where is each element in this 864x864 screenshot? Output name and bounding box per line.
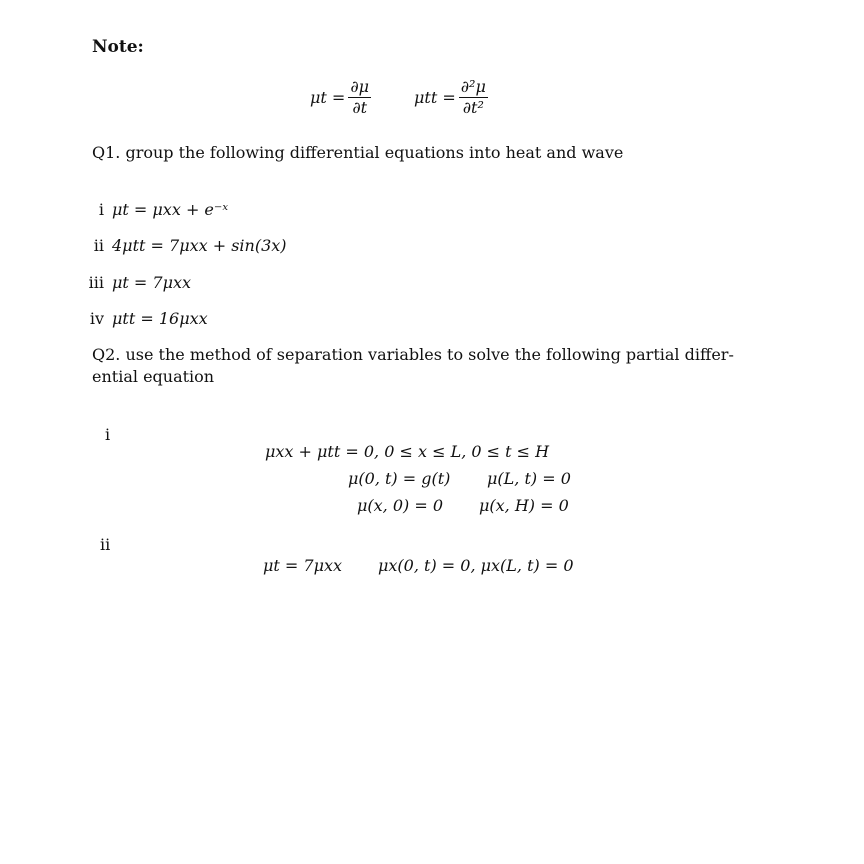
mu-tt-fraction	[459, 78, 488, 116]
q1-prompt: Q1. group the following differential equations into heat and wave	[92, 143, 624, 162]
q2-part-ii-equation: μt = 7μxx	[263, 556, 343, 575]
note-heading: Note:	[92, 37, 144, 57]
q1-item-equation: 4μtt = 7μxx + sin(3x)	[112, 236, 287, 255]
q1-item-equation: μt = μxx + e⁻ˣ	[112, 200, 229, 219]
q2-part-i-initial-top: μ(x, H) = 0	[479, 496, 569, 515]
q2-part-i-initial-bottom: μ(x, 0) = 0	[357, 496, 444, 515]
q1-item-label: iii	[88, 273, 104, 292]
q2-part-i-boundary-right: μ(L, t) = 0	[487, 469, 571, 488]
q2-part-ii-label: ii	[100, 535, 111, 554]
q2-part-ii-boundary: μx(0, t) = 0, μx(L, t) = 0	[378, 556, 574, 575]
mu-t-definition	[310, 78, 374, 116]
q1-item-equation: μt = 7μxx	[112, 273, 192, 292]
q1-item	[80, 273, 191, 292]
q1-item	[80, 309, 208, 328]
q2-part-i-boundary-left: μ(0, t) = g(t)	[348, 469, 451, 488]
q1-item-label: ii	[93, 236, 104, 255]
mu-tt-denominator: ∂t²	[462, 97, 484, 117]
mu-t-denominator: ∂t	[352, 97, 368, 117]
mu-tt-lhs: μtt =	[414, 87, 456, 107]
mu-t-lhs: μt =	[310, 87, 346, 107]
q1-item	[80, 200, 228, 219]
mu-t-fraction	[348, 78, 371, 116]
q1-item-label: i	[98, 200, 104, 219]
q2-prompt-line1: Q2. use the method of separation variables to solve the following partial differ-	[92, 345, 734, 364]
q2-prompt-line2: ential equation	[92, 367, 215, 386]
q2-part-i-label: i	[105, 425, 111, 444]
q2-part-i-equation: μxx + μtt = 0, 0 ≤ x ≤ L, 0 ≤ t ≤ H	[265, 442, 550, 461]
mu-tt-definition	[414, 78, 491, 116]
q1-item-equation: μtt = 16μxx	[112, 309, 208, 328]
q1-item	[80, 236, 287, 255]
mu-tt-numerator: ∂²μ	[460, 77, 486, 96]
q1-item-label: iv	[89, 309, 104, 328]
mu-t-numerator: ∂μ	[350, 77, 369, 96]
